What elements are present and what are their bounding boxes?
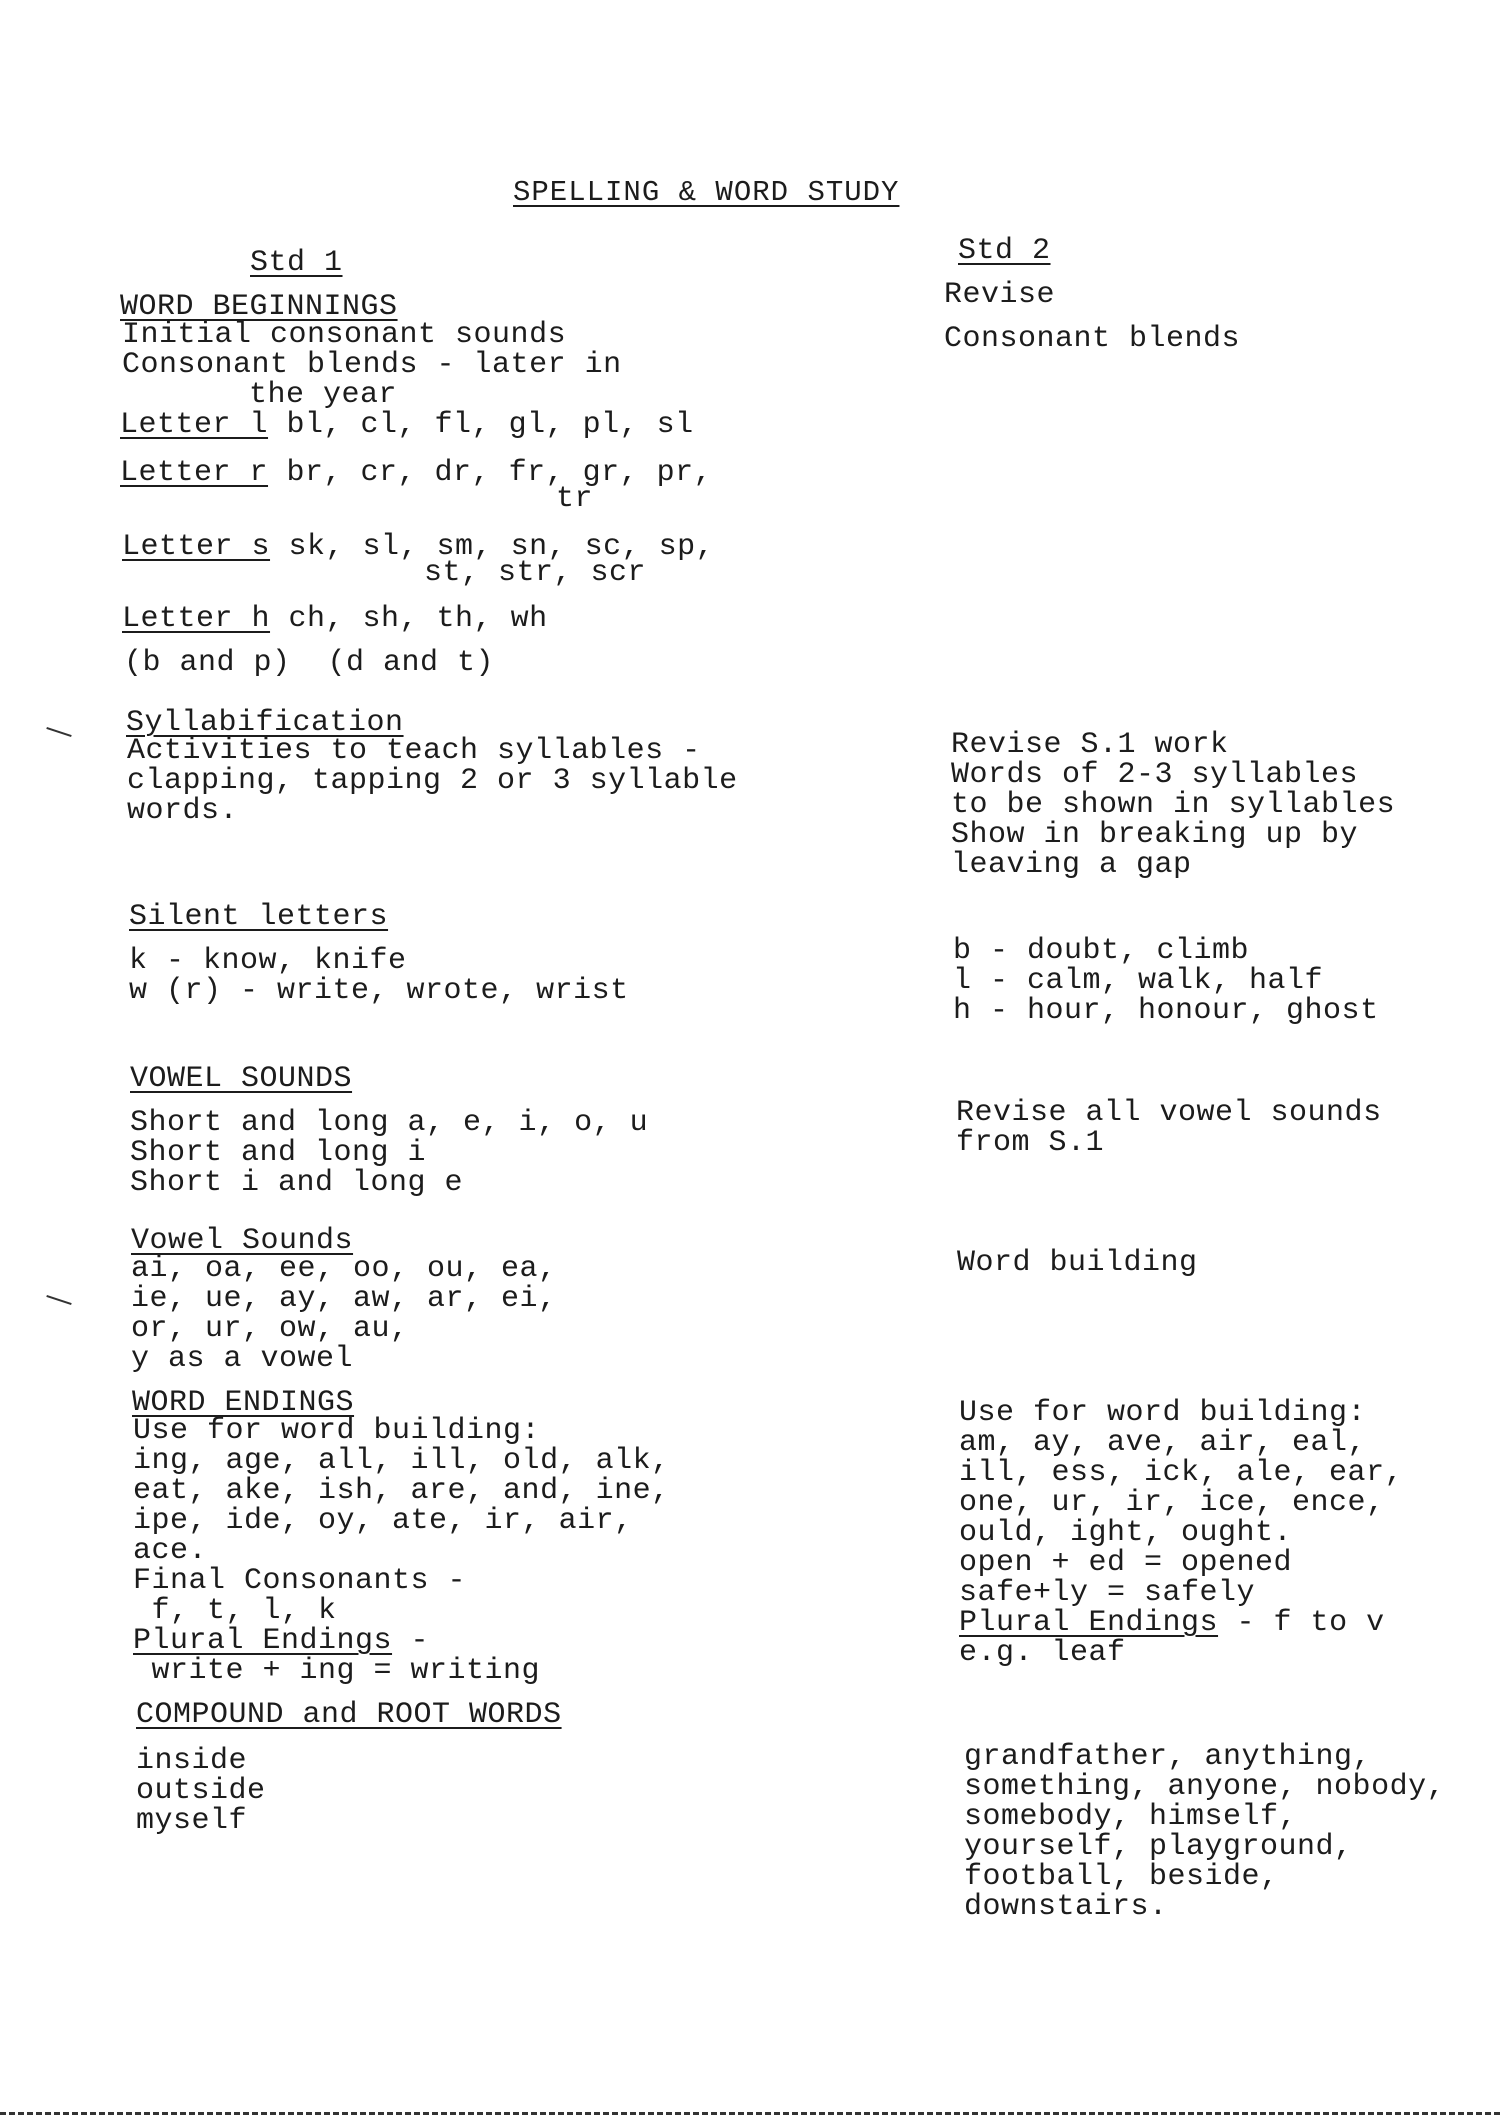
text-line: Revise S.1 work: [951, 728, 1229, 762]
text-line: eat, ake, ish, are, and, ine,: [133, 1474, 670, 1508]
text-line: ould, ight, ought.: [959, 1516, 1293, 1550]
letter-s-continuation: st, str, scr: [424, 556, 647, 590]
compound-text: [136, 1746, 266, 1836]
text-line: yourself, playground,: [964, 1830, 1353, 1864]
text-line: Show in breaking up by: [951, 818, 1359, 852]
letter-s-label: Letter s: [122, 530, 271, 564]
compound-heading: COMPOUND and ROOT WORDS: [136, 1698, 562, 1732]
text-line: Short and long a, e, i, o, u: [130, 1106, 649, 1140]
text-line: ace.: [133, 1534, 208, 1568]
text-line: w (r) - write, wrote, wrist: [129, 974, 629, 1008]
vowel-sounds-2-heading: Vowel Sounds: [131, 1224, 354, 1258]
letter-h-row: [122, 604, 548, 634]
letter-r-value: br, cr, dr, fr, gr, pr,: [268, 456, 713, 490]
word-endings-text: [133, 1416, 670, 1686]
text-line: f, t, l, k: [133, 1594, 337, 1628]
std2-word-endings-text: [959, 1398, 1403, 1668]
bottom-rule: [0, 2112, 1500, 2115]
letter-l-value: bl, cl, fl, gl, pl, sl: [268, 408, 694, 442]
text-line: to be shown in syllables: [951, 788, 1396, 822]
text-line: leaving a gap: [951, 848, 1192, 882]
text-line: Final Consonants -: [133, 1564, 467, 1598]
silent-letters-heading: Silent letters: [129, 900, 389, 934]
vowel-sounds-heading: VOWEL SOUNDS: [130, 1062, 353, 1096]
margin-mark: [46, 1295, 71, 1305]
text-line: Short i and long e: [130, 1166, 464, 1200]
word-endings-heading: WORD ENDINGS: [132, 1386, 355, 1420]
letter-s-value: sk, sl, sm, sn, sc, sp,: [270, 530, 715, 564]
text-line: grandfather, anything,: [964, 1740, 1372, 1774]
text-line: inside: [136, 1744, 248, 1778]
text-line: from S.1: [956, 1126, 1105, 1160]
text-line: clapping, tapping 2 or 3 syllable: [127, 764, 738, 798]
std2-word-building: Word building: [957, 1246, 1198, 1280]
plural-endings-label: Plural Endings: [959, 1606, 1219, 1640]
text-line: outside: [136, 1774, 266, 1808]
text-line: ie, ue, ay, aw, ar, ei,: [131, 1282, 557, 1316]
text-line: b - doubt, climb: [953, 934, 1250, 968]
std2-header: Std 2: [958, 234, 1051, 268]
text-line: ai, oa, ee, oo, ou, ea,: [131, 1252, 557, 1286]
text-line: k - know, knife: [129, 944, 407, 978]
margin-mark: [46, 727, 71, 737]
letter-pairs: (b and p) (d and t): [124, 646, 495, 680]
text-line: Revise all vowel sounds: [956, 1096, 1382, 1130]
text-line: or, ur, ow, au,: [131, 1312, 409, 1346]
text-line: safe+ly = safely: [959, 1576, 1256, 1610]
text-line: one, ur, ir, ice, ence,: [959, 1486, 1385, 1520]
text-line: myself: [136, 1804, 248, 1838]
text-line: ing, age, all, ill, old, alk,: [133, 1444, 670, 1478]
plural-endings-suffix: -: [392, 1624, 430, 1658]
plural-endings-line: [133, 1626, 670, 1656]
text-line: Short and long i: [130, 1136, 427, 1170]
std2-revise: Revise: [944, 278, 1056, 312]
text-line: something, anyone, nobody,: [964, 1770, 1446, 1804]
text-line: football, beside,: [964, 1860, 1279, 1894]
plural-endings-line: [959, 1608, 1403, 1638]
text-line: words.: [127, 794, 239, 828]
plural-endings-suffix: - f to v: [1218, 1606, 1385, 1640]
std1-header: Std 1: [250, 246, 343, 280]
word-beginnings-heading: WORD BEGINNINGS: [120, 290, 398, 324]
letter-l-row: [120, 410, 694, 440]
letter-r-row: [120, 458, 712, 488]
text-line: downstairs.: [964, 1890, 1168, 1924]
letter-l-label: Letter l: [120, 408, 269, 442]
text-line: write + ing = writing: [133, 1654, 541, 1688]
letter-h-label: Letter h: [122, 602, 271, 636]
std2-silent-letters-text: [953, 936, 1379, 1026]
syllabification-heading: Syllabification: [126, 706, 404, 740]
text-line: h - hour, honour, ghost: [953, 994, 1379, 1028]
std2-compound-text: [964, 1742, 1445, 1922]
text-line: the year: [138, 378, 398, 412]
letter-r-label: Letter r: [120, 456, 269, 490]
text-line: ill, ess, ick, ale, ear,: [959, 1456, 1404, 1490]
text-line: l - calm, walk, half: [953, 964, 1324, 998]
text-line: y as a vowel: [131, 1342, 354, 1376]
text-line: Activities to teach syllables -: [127, 734, 701, 768]
text-line: Initial consonant sounds: [122, 318, 567, 352]
text-line: Words of 2-3 syllables: [951, 758, 1359, 792]
text-line: Use for word building:: [133, 1414, 541, 1448]
page-title: SPELLING & WORD STUDY: [513, 176, 900, 209]
std2-syllabification-text: [951, 730, 1395, 880]
text-line: Consonant blends - later in: [122, 348, 622, 382]
text-line: somebody, himself,: [964, 1800, 1298, 1834]
plural-endings-label: Plural Endings: [133, 1624, 393, 1658]
silent-letters-text: [129, 946, 629, 1006]
std2-vowel-sounds-text: [956, 1098, 1382, 1158]
text-line: e.g. leaf: [959, 1636, 1126, 1670]
text-line: ipe, ide, oy, ate, ir, air,: [133, 1504, 633, 1538]
letter-r-continuation: tr: [556, 482, 594, 516]
syllabification-text: [127, 736, 738, 826]
letter-h-value: ch, sh, th, wh: [270, 602, 548, 636]
word-beginnings-text: [122, 320, 622, 410]
text-line: am, ay, ave, air, eal,: [959, 1426, 1367, 1460]
vowel-sounds-2-text: [131, 1254, 557, 1374]
vowel-sounds-text: [130, 1108, 648, 1198]
text-line: Use for word building:: [959, 1396, 1367, 1430]
std2-consonant-blends: Consonant blends: [944, 322, 1241, 356]
text-line: open + ed = opened: [959, 1546, 1293, 1580]
